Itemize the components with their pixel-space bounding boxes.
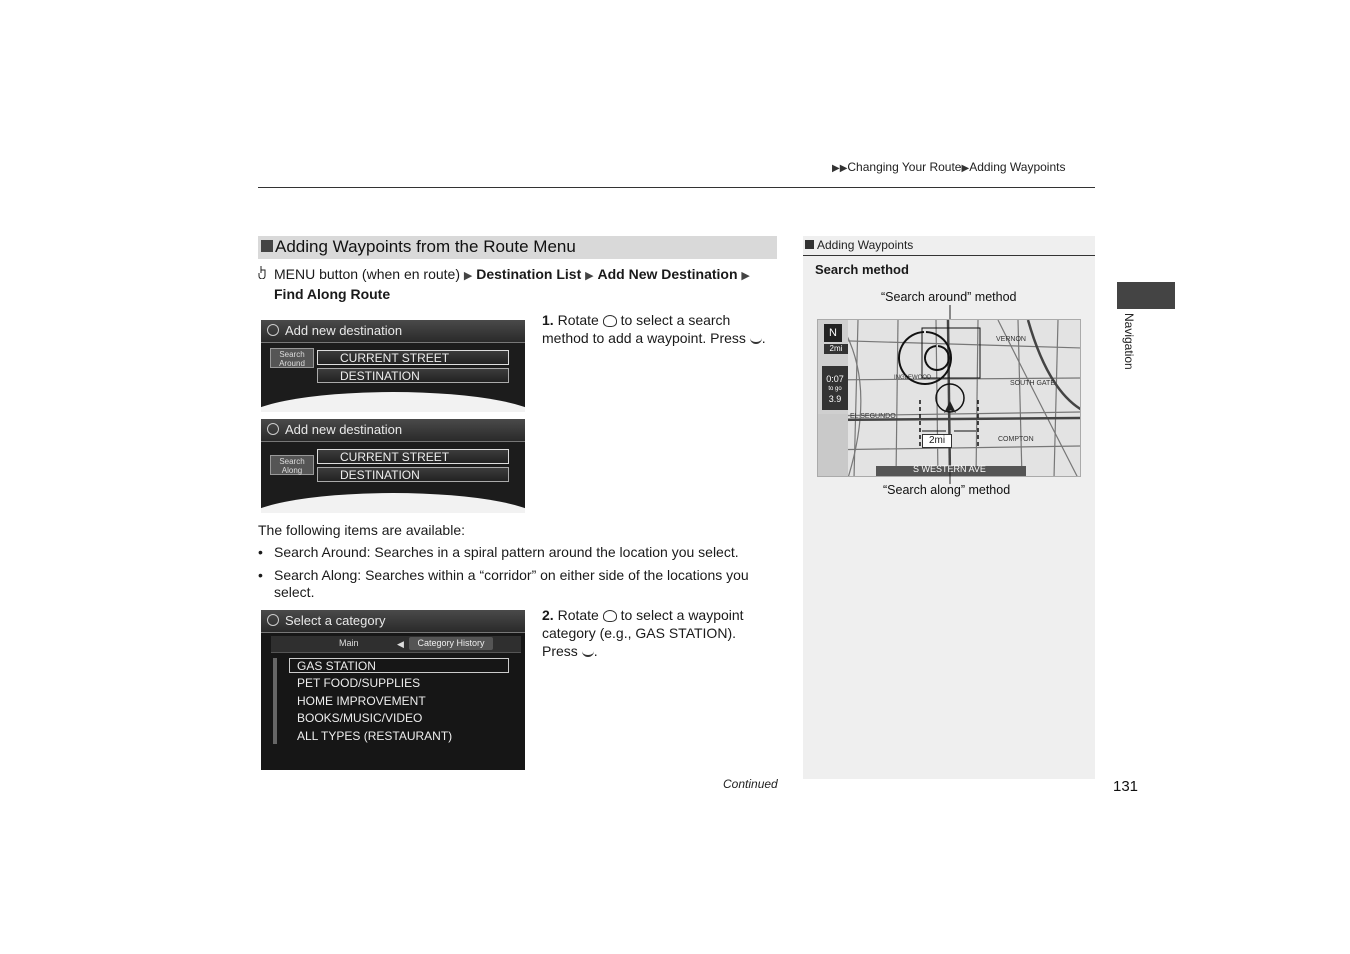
option-label: DESTINATION: [340, 468, 420, 482]
screen-title: Add new destination: [285, 422, 403, 437]
option-current-street[interactable]: [317, 350, 509, 365]
search-around-tag[interactable]: [270, 348, 314, 368]
vehicle-position-icon: [943, 400, 957, 414]
bullet-term: Search Along: [274, 567, 358, 583]
screen-title-bar: [261, 610, 525, 633]
bullet-text: : Searches within a “corridor” on either side of the locations you select.: [274, 567, 749, 600]
category-item[interactable]: HOME IMPROVEMENT: [297, 694, 426, 708]
interface-dial-icon: [603, 610, 617, 622]
bullet-dot: •: [258, 567, 263, 583]
sidebar-heading: [803, 236, 1095, 256]
step-text: to select a waypoint category (e.g.,: [542, 607, 744, 641]
search-along-tag[interactable]: [270, 455, 314, 475]
screen-title: Add new destination: [285, 323, 403, 338]
arrow-icon: ▶: [585, 270, 594, 282]
arrow-icon: ▶: [463, 270, 473, 282]
header-divider: [258, 187, 1095, 188]
screen-bottom-curve: [261, 392, 525, 412]
place-label: COMPTON: [998, 436, 1034, 443]
option-current-street[interactable]: [317, 449, 509, 464]
tab-category-history[interactable]: Category History: [409, 637, 493, 650]
nav-icon: [267, 324, 279, 336]
chapter-tab: [1117, 282, 1175, 309]
nav-icon: [267, 614, 279, 626]
step-text: ). Press: [542, 625, 736, 659]
breadcrumb-part2: Adding Waypoints: [969, 160, 1066, 174]
screen-title: Select a category: [285, 613, 386, 628]
bullet-search-around: [258, 544, 776, 561]
street-name: S WESTERN AVE: [913, 464, 986, 474]
zoom-level[interactable]: 2mi: [824, 344, 848, 354]
screen-bottom-curve: [261, 493, 525, 513]
trip-info-box: [822, 366, 848, 410]
screen-add-destination-around: [261, 320, 525, 412]
option-label: DESTINATION: [340, 369, 420, 383]
scale-label: 2mi: [922, 434, 952, 448]
place-label: INGLEWOOD: [894, 375, 932, 381]
step-2: 2. Rotate to select a waypoint category (e.g., GAS STATION). Press .: [542, 607, 744, 659]
option-label: CURRENT STREET: [340, 450, 450, 464]
screen-select-category: [261, 610, 525, 770]
category-item[interactable]: GAS STATION: [297, 659, 376, 673]
scrollbar[interactable]: [273, 658, 277, 744]
bullet-term: Search Around:: [274, 544, 371, 560]
north-icon[interactable]: N: [824, 324, 842, 342]
map-roads: [818, 320, 1081, 477]
tag-line1: Search: [279, 350, 305, 359]
place-label: VERNON: [996, 336, 1026, 343]
triangle-left-icon: ◀: [397, 639, 404, 649]
caption-search-along: “Search along” method: [883, 483, 1011, 497]
page-number: 131: [1113, 778, 1139, 795]
double-arrow-icon: [805, 240, 814, 249]
sidebar-heading-text: Adding Waypoints: [817, 238, 914, 252]
category-item[interactable]: PET FOOD/SUPPLIES: [297, 676, 421, 690]
press-dial-icon: [582, 645, 594, 657]
breadcrumb: [832, 160, 1065, 174]
leader-line-around: [940, 305, 960, 319]
category-item[interactable]: BOOKS/MUSIC/VIDEO: [297, 711, 423, 725]
interface-dial-icon: [603, 315, 617, 327]
bullet-search-along: [258, 567, 776, 601]
arrow-icon: ▶: [961, 163, 970, 174]
screen-title-bar: [261, 419, 525, 442]
time-to-go: 0:07: [826, 374, 844, 384]
arrow-icon: ▶: [741, 270, 750, 282]
breadcrumb-part1: Changing Your Route: [847, 160, 962, 174]
distance-to-go: 3.9: [828, 394, 842, 404]
sidebar-subheading: Search method: [815, 262, 909, 277]
category-tabs: [271, 636, 521, 653]
map-view: [817, 319, 1081, 477]
chapter-tab-label: Navigation: [1122, 313, 1136, 370]
step-example: GAS STATION: [635, 625, 728, 641]
menu-path-step2: Add New Destination: [597, 266, 738, 282]
screen-add-destination-along: [261, 419, 525, 513]
place-label: SOUTH GATE: [1010, 380, 1055, 387]
section-heading: [258, 236, 777, 259]
step-1: 1. Rotate to select a search method to add a waypoint. Press .: [542, 312, 766, 346]
press-dial-icon: [750, 332, 762, 344]
menu-path-start: MENU button (when en route): [274, 266, 460, 282]
leader-line-along: [940, 470, 960, 484]
step-text: to select a search method to add a waypoint. Press: [542, 312, 746, 346]
menu-path-step1: Destination List: [476, 266, 582, 282]
step-text: Rotate: [557, 312, 599, 328]
caption-search-around: “Search around” method: [881, 290, 1017, 304]
option-destination[interactable]: [317, 368, 509, 383]
step-text: Rotate: [557, 607, 599, 623]
step-number: 2.: [542, 607, 554, 623]
hand-pointer-icon: [258, 265, 270, 283]
tag-line2: Along: [281, 466, 303, 475]
bullet-text: Searches in a spiral pattern around the location you select.: [374, 544, 739, 560]
category-item[interactable]: ALL TYPES (RESTAURANT): [297, 729, 453, 743]
screen-title-bar: [261, 320, 525, 343]
continued-label: Continued: [723, 777, 778, 791]
intro-text: The following items are available:: [258, 522, 465, 538]
menu-path-step3: Find Along Route: [274, 286, 391, 302]
bullet-dot: •: [258, 544, 263, 560]
tag-line2: Around: [279, 359, 305, 368]
option-label: CURRENT STREET: [340, 351, 450, 365]
menu-path: [258, 265, 778, 303]
tag-line1: Search: [279, 457, 305, 466]
step-number: 1.: [542, 312, 554, 328]
place-label: EL SEGUNDO: [850, 413, 896, 420]
section-title: Adding Waypoints from the Route Menu: [275, 237, 576, 256]
double-arrow-icon: ▶▶: [832, 163, 848, 174]
tab-main[interactable]: Main: [339, 638, 359, 648]
nav-icon: [267, 423, 279, 435]
square-bullet-icon: [261, 240, 273, 252]
option-destination[interactable]: [317, 467, 509, 482]
to-go-label: to go: [828, 386, 842, 392]
